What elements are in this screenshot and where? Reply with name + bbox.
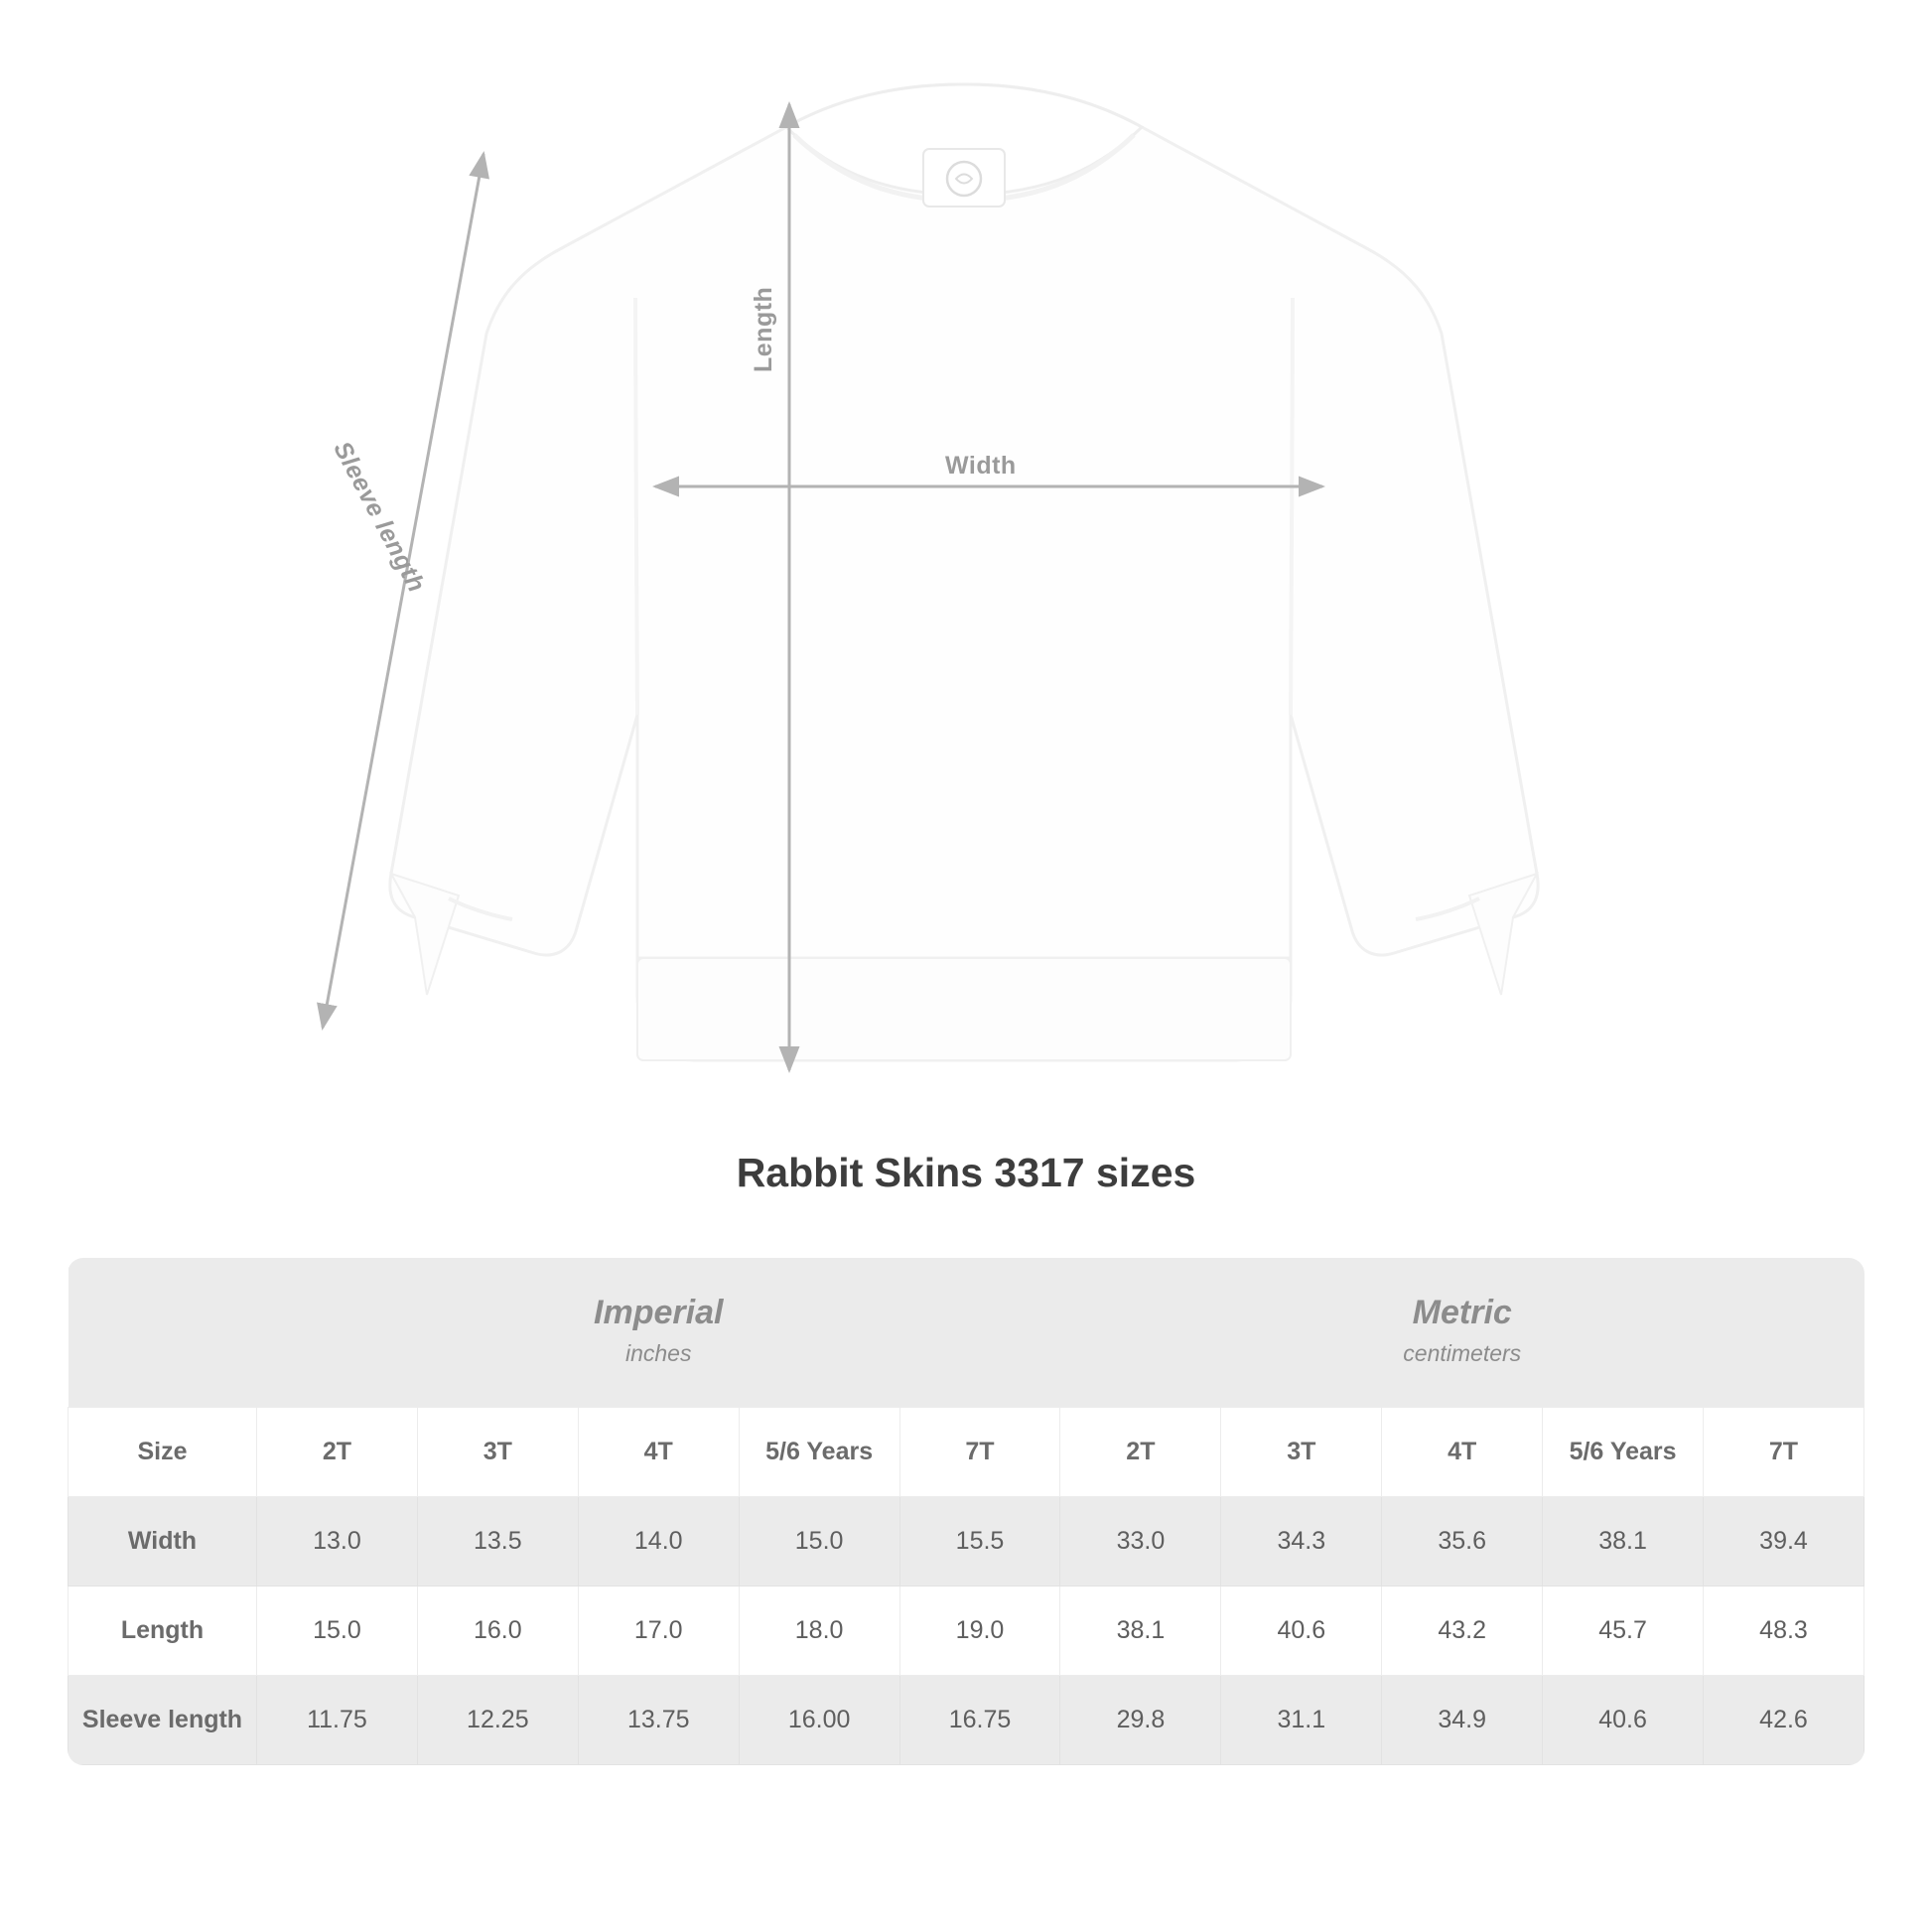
cell-width-0: 13.0	[257, 1496, 418, 1586]
cell-width-6: 34.3	[1221, 1496, 1382, 1586]
cell-length-6: 40.6	[1221, 1586, 1382, 1675]
table-row	[69, 1675, 1864, 1764]
cell-width-9: 39.4	[1704, 1496, 1864, 1586]
cell-sleeve-9: 42.6	[1704, 1675, 1864, 1764]
unit-group-imperial	[257, 1258, 1060, 1407]
size-chart-table	[68, 1258, 1864, 1765]
unit-group-imperial-name: Imperial	[594, 1294, 724, 1331]
sleeve-length-dimension-label: Sleeve length	[328, 437, 431, 598]
cell-length-2: 17.0	[578, 1586, 739, 1675]
unit-group-metric	[1060, 1258, 1864, 1407]
header-col-4: 7T	[899, 1407, 1060, 1496]
header-col-9: 7T	[1704, 1407, 1864, 1496]
row-label-width: Width	[69, 1496, 257, 1586]
cell-sleeve-7: 34.9	[1382, 1675, 1543, 1764]
header-col-0: 2T	[257, 1407, 418, 1496]
unit-corner-cell	[69, 1258, 257, 1407]
cell-sleeve-2: 13.75	[578, 1675, 739, 1764]
unit-header-row	[69, 1258, 1864, 1407]
length-dimension-label: Length	[750, 286, 777, 372]
cell-length-1: 16.0	[417, 1586, 578, 1675]
cell-sleeve-6: 31.1	[1221, 1675, 1382, 1764]
unit-group-imperial-sub: inches	[624, 1339, 692, 1366]
cell-length-9: 48.3	[1704, 1586, 1864, 1675]
unit-group-metric-name: Metric	[1412, 1294, 1512, 1331]
unit-group-metric-sub: centimeters	[1403, 1339, 1522, 1366]
column-header-row	[69, 1407, 1864, 1496]
cell-length-4: 19.0	[899, 1586, 1060, 1675]
cell-width-3: 15.0	[739, 1496, 899, 1586]
cell-width-7: 35.6	[1382, 1496, 1543, 1586]
header-col-7: 4T	[1382, 1407, 1543, 1496]
cell-width-8: 38.1	[1543, 1496, 1704, 1586]
cell-length-8: 45.7	[1543, 1586, 1704, 1675]
cell-width-4: 15.5	[899, 1496, 1060, 1586]
cell-length-7: 43.2	[1382, 1586, 1543, 1675]
cell-width-5: 33.0	[1060, 1496, 1221, 1586]
cell-width-2: 14.0	[578, 1496, 739, 1586]
page-title: Rabbit Skins 3317 sizes	[736, 1150, 1196, 1195]
cell-sleeve-8: 40.6	[1543, 1675, 1704, 1764]
header-col-6: 3T	[1221, 1407, 1382, 1496]
header-col-5: 2T	[1060, 1407, 1221, 1496]
header-size: Size	[69, 1407, 257, 1496]
cell-sleeve-3: 16.00	[739, 1675, 899, 1764]
cell-sleeve-5: 29.8	[1060, 1675, 1221, 1764]
header-col-8: 5/6 Years	[1543, 1407, 1704, 1496]
row-label-length: Length	[69, 1586, 257, 1675]
cell-length-5: 38.1	[1060, 1586, 1221, 1675]
cell-length-0: 15.0	[257, 1586, 418, 1675]
header-col-1: 3T	[417, 1407, 578, 1496]
table-row	[69, 1496, 1864, 1586]
table-row	[69, 1586, 1864, 1675]
row-label-sleeve-length: Sleeve length	[69, 1675, 257, 1764]
header-col-2: 4T	[578, 1407, 739, 1496]
width-dimension-label: Width	[945, 452, 1017, 480]
neck-label	[923, 149, 1005, 207]
cell-length-3: 18.0	[739, 1586, 899, 1675]
cell-sleeve-4: 16.75	[899, 1675, 1060, 1764]
cell-sleeve-0: 11.75	[257, 1675, 418, 1764]
header-col-3: 5/6 Years	[739, 1407, 899, 1496]
cell-width-1: 13.5	[417, 1496, 578, 1586]
sweatshirt-shape	[390, 84, 1538, 1060]
cell-sleeve-1: 12.25	[417, 1675, 578, 1764]
